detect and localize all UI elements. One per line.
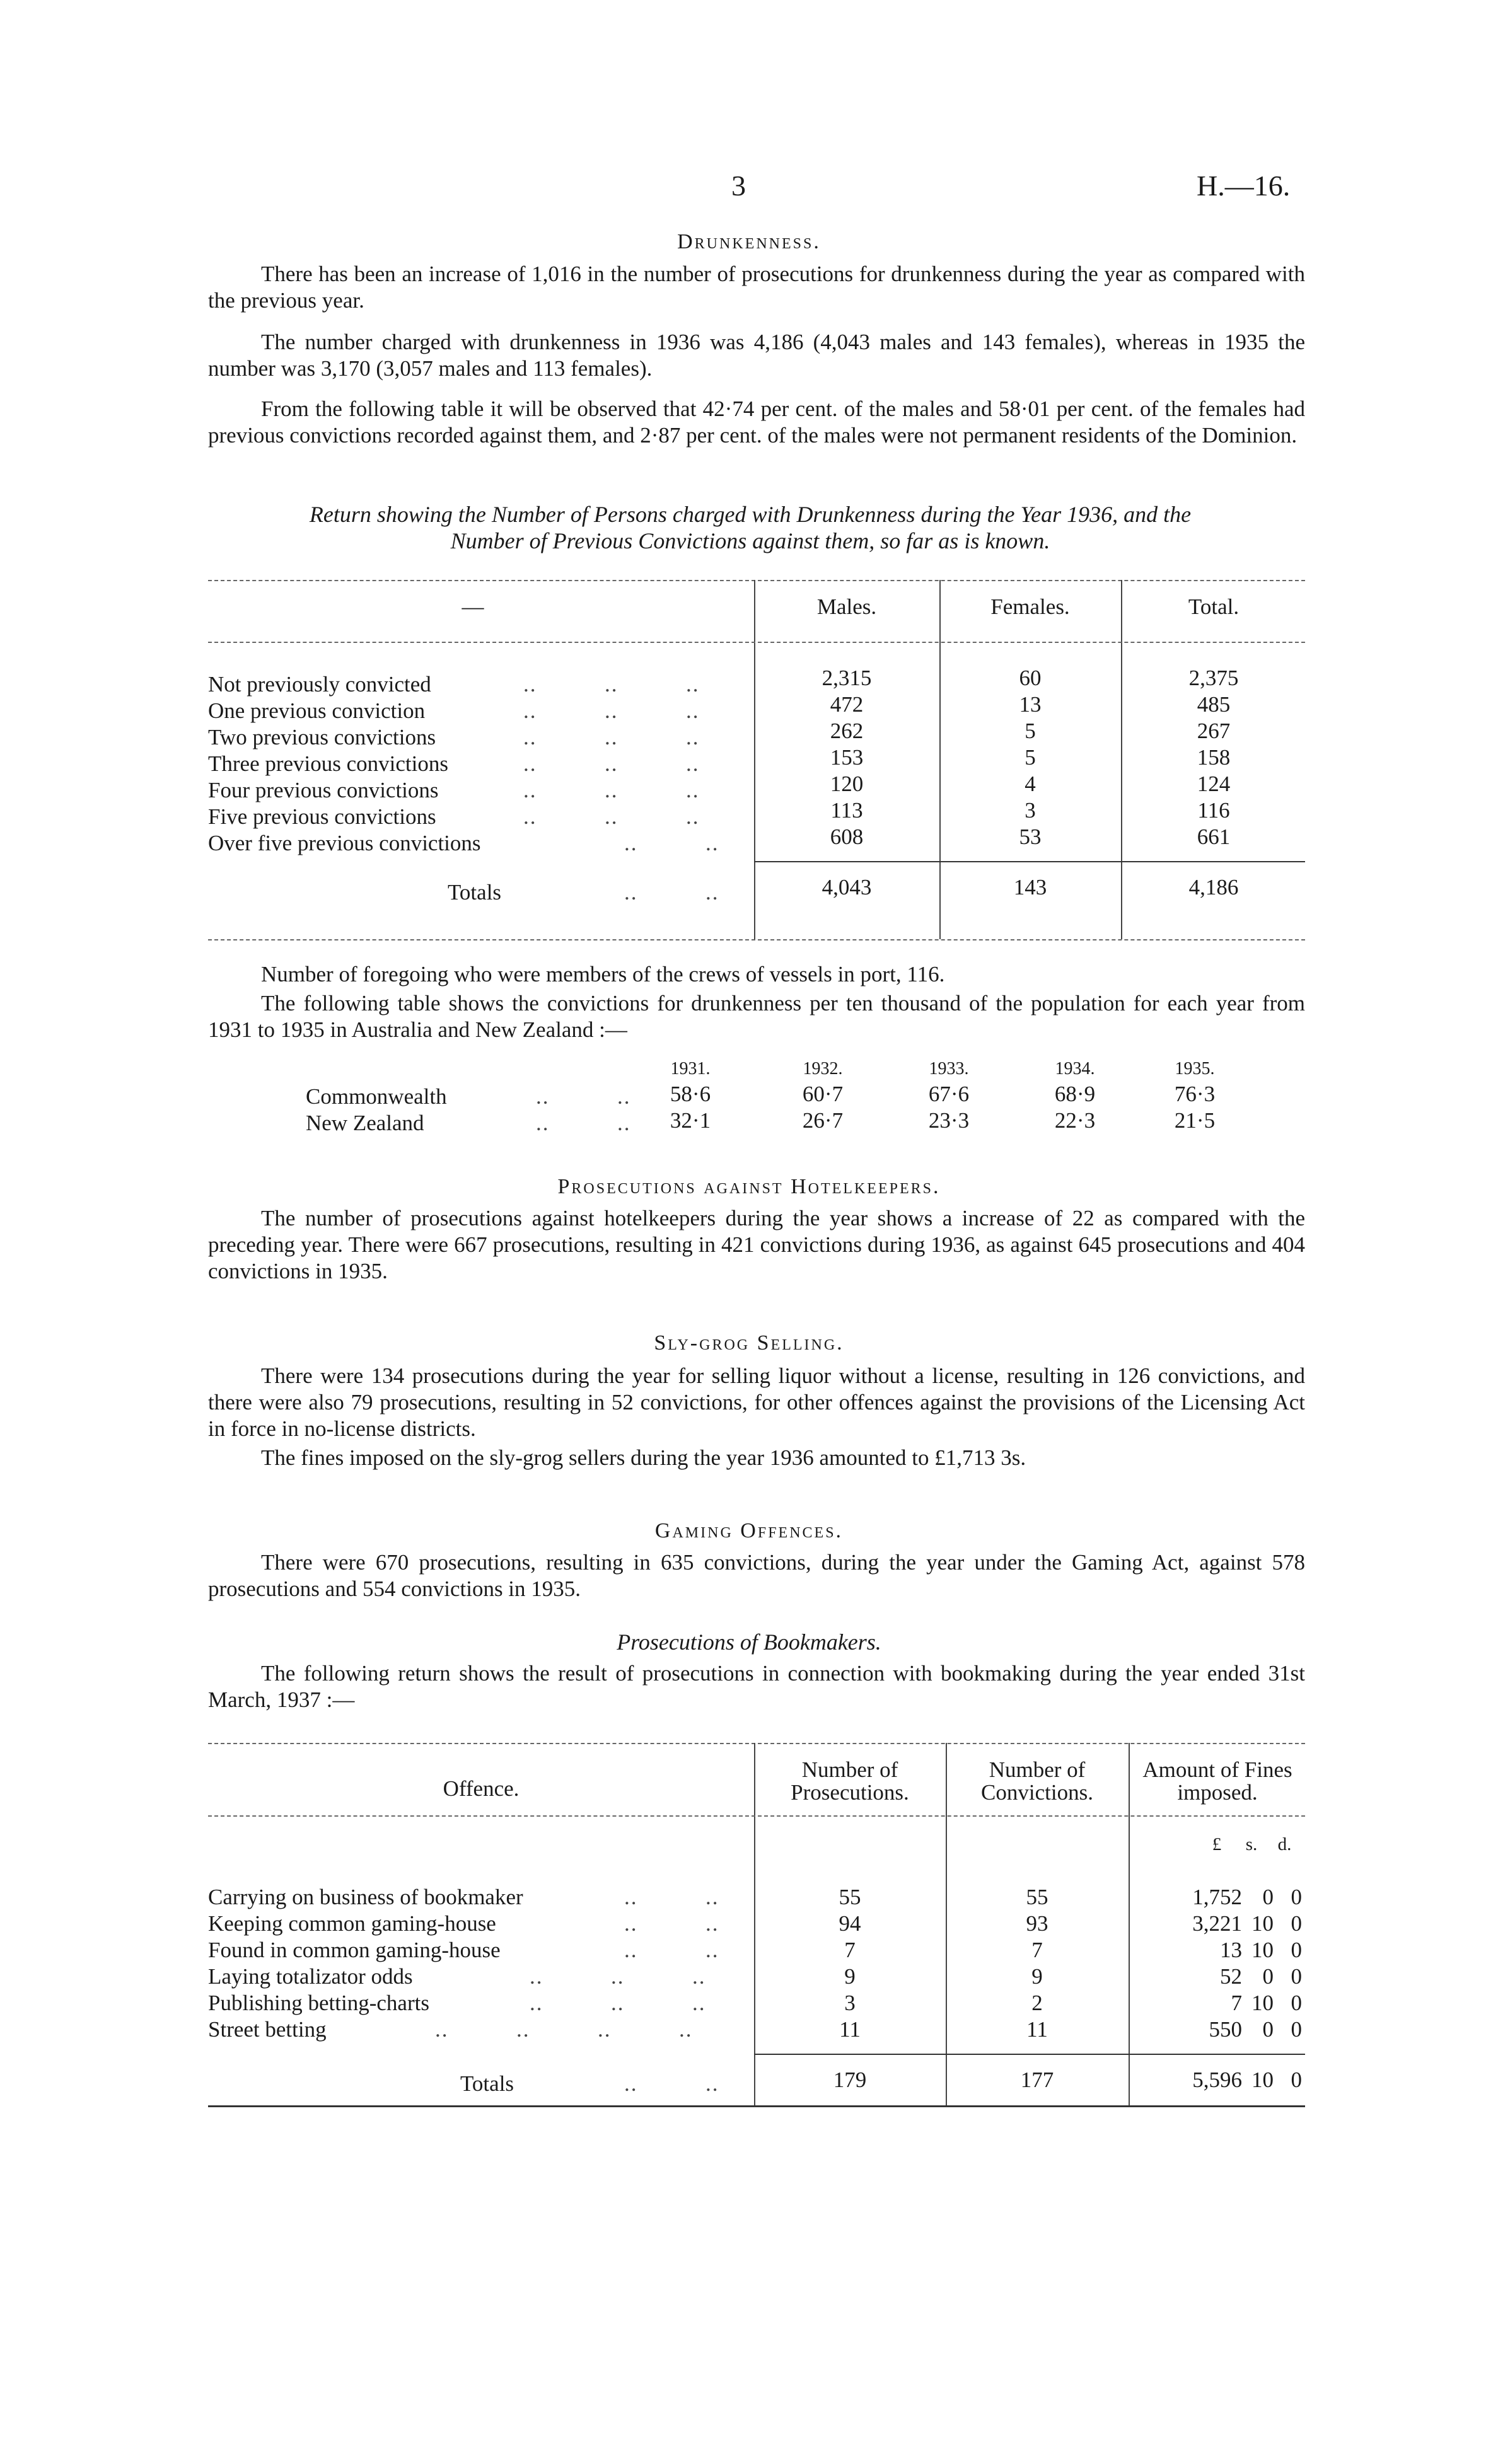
header-line: Number of (989, 1757, 1086, 1782)
cell-fine-pounds: 550 (1209, 2017, 1242, 2042)
column-header-blank: — (462, 594, 484, 619)
table-title-line: Number of Previous Convictions against them, so far as is known. (450, 528, 1050, 553)
document-reference: H.—16. (1197, 170, 1291, 202)
totals-label: Totals (460, 2071, 514, 2096)
row-label: Street betting (208, 2017, 327, 2042)
cell-convictions: 2 (1031, 1991, 1043, 2015)
year-header: 1934. (1055, 1059, 1095, 1079)
cell-males: 608 (830, 824, 864, 849)
year-header: 1932. (803, 1059, 843, 1079)
cell-convictions: 11 (1026, 2017, 1048, 2042)
leader-dots: .. .. (624, 2071, 719, 2096)
paragraph (208, 961, 1305, 988)
table-rule (208, 642, 1305, 643)
leader-dots: .. .. (536, 1111, 631, 1135)
year-header: 1931. (670, 1059, 711, 1079)
cell-fine-pence: 0 (1291, 2017, 1302, 2042)
row-label: Two previous convictions (208, 725, 436, 749)
totals-label: Totals (448, 880, 502, 905)
subheading-bookmakers: Prosecutions of Bookmakers. (617, 1629, 881, 1655)
header-line: Amount of Fines (1142, 1757, 1292, 1782)
cell-fine-shillings: 10 (1251, 1991, 1274, 2015)
total-prosecutions: 179 (833, 2068, 867, 2092)
cell-males: 120 (830, 772, 864, 796)
paragraph (208, 1660, 1305, 1713)
cell-total: 158 (1197, 745, 1231, 770)
column-header-fines (1130, 1759, 1305, 1804)
row-label: One previous conviction (208, 698, 426, 723)
table-title (208, 501, 1292, 554)
rate-value: 26·7 (802, 1108, 844, 1133)
paragraph (208, 396, 1305, 449)
total-convictions: 177 (1020, 2068, 1054, 2092)
cell-fine-shillings: 0 (1262, 2017, 1274, 2042)
cell-females: 5 (1025, 745, 1036, 770)
paragraph-text: There were 134 prosecutions during the year for selling liquor without a license, resulting in 126 convictions, and there were also 79 prosecutions, resulting in 52 convictions, for other offences against the provisions of the Licensing Act in force in no-license districts. (208, 1363, 1305, 1441)
cell-fine-pounds: 13 (1220, 1938, 1242, 1962)
cell-prosecutions: 55 (839, 1885, 861, 1909)
leader-dots: .. .. .. .. (435, 2017, 693, 2042)
header-line: Convictions. (981, 1780, 1093, 1805)
total-males: 4,043 (822, 875, 872, 899)
cell-convictions: 7 (1031, 1938, 1043, 1962)
cell-prosecutions: 11 (839, 2017, 861, 2042)
leader-dots: .. .. (624, 880, 719, 905)
table-bottom-rule (208, 2105, 1305, 2107)
cell-fine-pounds: 7 (1231, 1991, 1242, 2015)
row-label: Three previous convictions (208, 751, 449, 776)
cell-fine-shillings: 10 (1251, 1938, 1274, 1962)
row-label: Five previous convictions (208, 804, 436, 829)
paragraph-text: There were 670 prosecutions, resulting in 635 convictions, during the year under the Gaming Act, against 578 prosecutions and 554 convictions in 1935. (208, 1550, 1305, 1601)
leader-dots: .. .. .. (530, 1964, 706, 1989)
row-label: Publishing betting-charts (208, 1991, 429, 2015)
paragraph (208, 1363, 1305, 1442)
table-rule (208, 1743, 1305, 1744)
cell-total: 2,375 (1188, 666, 1239, 690)
cell-males: 472 (830, 692, 864, 717)
cell-fine-pounds: 52 (1220, 1964, 1242, 1989)
cell-total: 116 (1197, 798, 1230, 823)
leader-dots: .. .. (624, 1885, 719, 1909)
rate-value: 58·6 (670, 1082, 711, 1106)
row-label: Keeping common gaming-house (208, 1911, 496, 1936)
table-title-line: Return showing the Number of Persons charged with Drunkenness during the Year 1936, and the (309, 502, 1192, 527)
row-label: Over five previous convictions (208, 831, 481, 855)
rate-value: 60·7 (802, 1082, 844, 1106)
table-rule (208, 580, 1305, 581)
section-heading-hotelkeepers: Prosecutions against Hotelkeepers. (557, 1175, 941, 1198)
cell-total: 267 (1197, 719, 1231, 743)
rate-value: 32·1 (670, 1108, 711, 1133)
column-header-males: Males. (816, 594, 877, 619)
row-label: New Zealand (306, 1111, 424, 1135)
cell-convictions: 93 (1026, 1911, 1048, 1936)
cell-males: 113 (830, 798, 863, 823)
paragraph (208, 1205, 1305, 1285)
cell-total: 661 (1197, 824, 1231, 849)
header-line: Number of (801, 1757, 898, 1782)
cell-fine-pence: 0 (1291, 1938, 1302, 1962)
total-total: 4,186 (1188, 875, 1239, 899)
paragraph-text: From the following table it will be observed that 42·74 per cent. of the males and 58·01 per cent. of the females had previous convictions recorded against them, and 2·87 per cent. of the males were not permanent residents of the Dominion. (208, 396, 1305, 448)
rate-value: 68·9 (1054, 1082, 1096, 1106)
year-header: 1933. (929, 1059, 969, 1079)
cell-prosecutions: 9 (844, 1964, 856, 1989)
paragraph-text: The number charged with drunkenness in 1936 was 4,186 (4,043 males and 143 females), whereas in 1935 the number was 3,170 (3,057 males and 113 females). (208, 330, 1305, 381)
leader-dots: .. .. .. (530, 1991, 706, 2015)
total-fine-pence: 0 (1291, 2068, 1302, 2092)
leader-dots: .. .. .. (523, 804, 700, 829)
totals-rule (754, 861, 1305, 862)
paragraph-text: Number of foregoing who were members of the crews of vessels in port, 116. (261, 962, 945, 986)
column-header-convictions (947, 1759, 1127, 1804)
paragraph-text: The following table shows the convictions for drunkenness per ten thousand of the population for each year from 1931 to 1935 in Australia and New Zealand :— (208, 991, 1305, 1042)
cell-fine-shillings: 0 (1262, 1964, 1274, 1989)
row-label: Found in common gaming-house (208, 1938, 501, 1962)
cell-females: 4 (1025, 772, 1036, 796)
cell-convictions: 55 (1026, 1885, 1048, 1909)
rate-value: 67·6 (928, 1082, 970, 1106)
paragraph (208, 1549, 1305, 1602)
rate-value: 22·3 (1054, 1108, 1096, 1133)
rate-value: 23·3 (928, 1108, 970, 1133)
leader-dots: .. .. (624, 1938, 719, 1962)
cell-total: 124 (1197, 772, 1231, 796)
leader-dots: .. .. .. (523, 778, 700, 802)
cell-fine-pounds: 1,752 (1192, 1885, 1242, 1909)
paragraph (208, 1445, 1305, 1471)
table-rule (208, 1815, 1305, 1817)
cell-fine-pence: 0 (1291, 1964, 1302, 1989)
cell-prosecutions: 94 (839, 1911, 861, 1936)
header-line: imposed. (1177, 1780, 1258, 1805)
cell-fine-pounds: 3,221 (1192, 1911, 1242, 1936)
cell-fine-pence: 0 (1291, 1991, 1302, 2015)
cell-fine-pence: 0 (1291, 1911, 1302, 1936)
rate-value: 76·3 (1174, 1082, 1216, 1106)
section-heading-drunkenness: Drunkenness. (677, 230, 821, 253)
header-line: Prosecutions. (791, 1780, 909, 1805)
leader-dots: .. .. (536, 1084, 631, 1109)
section-heading-sly-grog: Sly-grog Selling. (654, 1331, 844, 1355)
section-heading-gaming: Gaming Offences. (654, 1519, 844, 1542)
cell-females: 3 (1025, 798, 1036, 823)
cell-males: 2,315 (822, 666, 872, 690)
leader-dots: .. .. .. (523, 725, 700, 749)
row-label: Commonwealth (306, 1084, 447, 1109)
paragraph (208, 329, 1305, 382)
page-number: 3 (731, 170, 746, 202)
total-females: 143 (1013, 875, 1047, 899)
cell-fine-shillings: 0 (1262, 1885, 1274, 1909)
row-label: Not previously convicted (208, 672, 431, 697)
column-header-offence: Offence. (443, 1776, 520, 1801)
totals-rule (754, 2054, 1305, 2055)
cell-prosecutions: 7 (844, 1938, 856, 1962)
rate-value: 21·5 (1174, 1108, 1216, 1133)
cell-total: 485 (1197, 692, 1231, 717)
cell-females: 53 (1019, 824, 1042, 849)
cell-fine-pence: 0 (1291, 1885, 1302, 1909)
paragraph-text: The fines imposed on the sly-grog sellers during the year 1936 amounted to £1,713 3s. (261, 1445, 1026, 1470)
paragraph-text: The number of prosecutions against hotelkeepers during the year shows a increase of 22 as compared with the preceding year. There were 667 prosecutions, resulting in 421 convictions during 1936, as against 645 prosecutions and 404 convictions in 1935. (208, 1206, 1305, 1283)
cell-males: 262 (830, 719, 864, 743)
paragraph-text: The following return shows the result of prosecutions in connection with bookmaking during the year ended 31st March, 1937 :— (208, 1661, 1305, 1712)
year-header: 1935. (1175, 1059, 1215, 1079)
row-label: Laying totalizator odds (208, 1964, 413, 1989)
leader-dots: .. .. (624, 831, 719, 855)
cell-convictions: 9 (1031, 1964, 1043, 1989)
total-fine-shillings: 10 (1251, 2068, 1274, 2092)
leader-dots: .. .. .. (523, 751, 700, 776)
unit-shillings: s. (1245, 1834, 1258, 1854)
paragraph-text: There has been an increase of 1,016 in the number of prosecutions for drunkenness during the year as compared with the previous year. (208, 262, 1305, 313)
total-fine-pounds: 5,596 (1192, 2068, 1242, 2092)
paragraph (208, 990, 1305, 1043)
leader-dots: .. .. .. (523, 672, 700, 697)
unit-pounds: £ (1212, 1834, 1222, 1854)
cell-males: 153 (830, 745, 864, 770)
cell-females: 13 (1019, 692, 1042, 717)
leader-dots: .. .. (624, 1911, 719, 1936)
column-header-total: Total. (1188, 594, 1240, 619)
column-header-prosecutions (755, 1759, 944, 1804)
leader-dots: .. .. .. (523, 698, 700, 723)
cell-females: 5 (1025, 719, 1036, 743)
row-label: Carrying on business of bookmaker (208, 1885, 523, 1909)
table-rule (208, 939, 1305, 940)
cell-prosecutions: 3 (844, 1991, 856, 2015)
column-header-females: Females. (990, 594, 1070, 619)
cell-fine-shillings: 10 (1251, 1911, 1274, 1936)
unit-pence: d. (1277, 1834, 1292, 1854)
cell-females: 60 (1019, 666, 1042, 690)
row-label: Four previous convictions (208, 778, 439, 802)
paragraph (208, 261, 1305, 314)
